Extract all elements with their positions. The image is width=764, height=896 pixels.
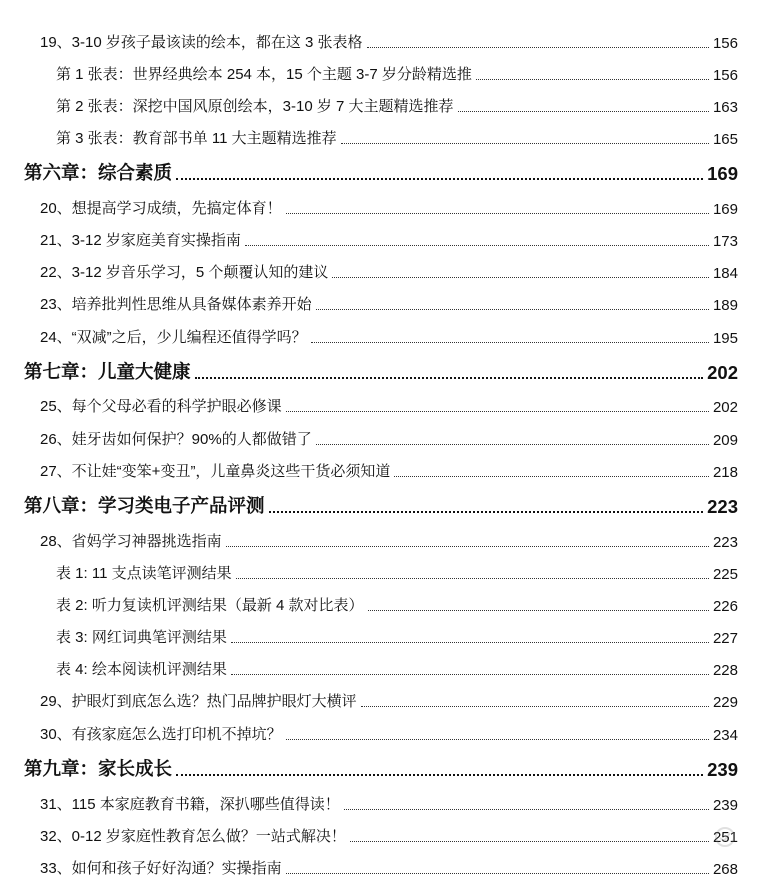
dot-leader — [226, 546, 709, 547]
toc-entry-row[interactable] — [0, 30, 764, 52]
dot-leader — [231, 674, 709, 675]
toc-entry-title: 29、护眼灯到底怎么选？热门品牌护眼灯大横评 — [40, 693, 357, 710]
toc-entry-row[interactable] — [0, 325, 764, 347]
toc-entry-title: 26、娃牙齿如何保护？90%的人都做错了 — [40, 431, 312, 448]
toc-page-number: 228 — [712, 662, 738, 679]
toc-entry-row[interactable] — [0, 856, 764, 878]
dot-leader — [332, 277, 709, 278]
toc-page-number: 223 — [712, 534, 738, 551]
toc-entry-row[interactable] — [0, 529, 764, 551]
toc-page-number: 169 — [712, 201, 738, 218]
dot-leader — [236, 578, 709, 579]
toc-page-number: 251 — [712, 829, 738, 846]
toc-page-number: 169 — [707, 163, 738, 184]
toc-entry-row[interactable] — [0, 126, 764, 148]
dot-leader — [176, 178, 703, 180]
toc-page-number: 226 — [712, 598, 738, 615]
toc-entry-row[interactable] — [0, 459, 764, 481]
toc-entry-title: 21、3-12 岁家庭美育实操指南 — [40, 232, 241, 249]
toc-entry-title: 28、省妈学习神器挑选指南 — [40, 533, 222, 550]
toc-entry-title: 表 2: 听力复读机评测结果（最新 4 款对比表） — [56, 597, 364, 614]
toc-entry-title: 第八章：学习类电子产品评测 — [24, 495, 265, 516]
toc-entry-title: 表 3: 网红词典笔评测结果 — [56, 629, 227, 646]
toc-entry-title: 表 1: 11 支点读笔评测结果 — [56, 565, 232, 582]
toc-page-number: 209 — [712, 432, 738, 449]
toc-page-number: 202 — [707, 362, 738, 383]
dot-leader — [361, 706, 709, 707]
toc-page-number: 156 — [712, 67, 738, 84]
toc-entry-title: 第六章：综合素质 — [24, 162, 173, 183]
dot-leader — [176, 774, 703, 776]
toc-entry-row[interactable] — [0, 689, 764, 711]
dot-leader — [245, 245, 709, 246]
toc-entry-title: 表 4: 绘本阅读机评测结果 — [56, 661, 227, 678]
dot-leader — [286, 213, 709, 214]
toc-page-number: 184 — [712, 265, 738, 282]
toc-chapter-row[interactable] — [0, 358, 764, 384]
dot-leader — [269, 511, 704, 513]
dot-leader — [394, 476, 709, 477]
toc-entry-title: 27、不让娃“变笨+变丑”，儿童鼻炎这些干货必须知道 — [40, 463, 391, 480]
toc-entry-title: 22、3-12 岁音乐学习，5 个颠覆认知的建议 — [40, 264, 329, 281]
dot-leader — [286, 873, 709, 874]
toc-page-number: 268 — [712, 861, 738, 878]
toc-entry-title: 30、有孩家庭怎么选打印机不掉坑？ — [40, 726, 282, 743]
toc-entry-title: 第七章：儿童大健康 — [24, 361, 191, 382]
toc-entry-row[interactable] — [0, 292, 764, 314]
toc-entry-title: 24、“双减”之后，少儿编程还值得学吗？ — [40, 329, 307, 346]
dot-leader — [231, 642, 709, 643]
toc-entry-title: 33、如何和孩子好好沟通？实操指南 — [40, 860, 282, 877]
toc-entry-title: 25、每个父母必看的科学护眼必修课 — [40, 398, 282, 415]
dot-leader — [311, 342, 709, 343]
toc-entry-title: 23、培养批判性思维从具备媒体素养开始 — [40, 296, 312, 313]
toc-page-number: 225 — [712, 566, 738, 583]
toc-entry-title: 19、3-10 岁孩子最该读的绘本，都在这 3 张表格 — [40, 34, 363, 51]
toc-page-number: 223 — [707, 496, 738, 517]
toc-entry-row[interactable] — [0, 94, 764, 116]
toc-page-number: 165 — [712, 131, 738, 148]
toc-entry-row[interactable] — [0, 722, 764, 744]
toc-page-number: 239 — [712, 797, 738, 814]
toc-chapter-row[interactable] — [0, 159, 764, 185]
toc-page-number: 218 — [712, 464, 738, 481]
toc-entry-title: 第 3 张表：教育部书单 11 大主题精选推荐 — [56, 130, 337, 147]
dot-leader — [368, 610, 709, 611]
toc-entry-title: 20、想提高学习成绩，先搞定体育！ — [40, 200, 282, 217]
toc-page-number: 195 — [712, 330, 738, 347]
toc-entry-row[interactable] — [0, 260, 764, 282]
toc-page-number: 156 — [712, 35, 738, 52]
toc-entry-row[interactable] — [0, 62, 764, 84]
dot-leader — [316, 444, 709, 445]
toc-page-number: 234 — [712, 727, 738, 744]
toc-entry-title: 32、0-12 岁家庭性教育怎么做？一站式解决！ — [40, 828, 346, 845]
toc-entry-title: 第 1 张表：世界经典绘本 254 本，15 个主题 3-7 岁分龄精选推 — [56, 66, 472, 83]
dot-leader — [316, 309, 709, 310]
toc-entry-row[interactable] — [0, 394, 764, 416]
toc-entry-row[interactable] — [0, 824, 764, 846]
toc-entry-row[interactable] — [0, 561, 764, 583]
toc-entry-row[interactable] — [0, 228, 764, 250]
toc-entry-title: 第 2 张表：深挖中国风原创绘本，3-10 岁 7 大主题精选推荐 — [56, 98, 454, 115]
toc-page-number: 189 — [712, 297, 738, 314]
toc-entry-row[interactable] — [0, 792, 764, 814]
toc-entry-row[interactable] — [0, 593, 764, 615]
dot-leader — [350, 841, 709, 842]
dot-leader — [286, 411, 709, 412]
toc-page-number: 227 — [712, 630, 738, 647]
toc-page-number: 202 — [712, 399, 738, 416]
dot-leader — [458, 111, 709, 112]
toc-page-number: 229 — [712, 694, 738, 711]
dot-leader — [476, 79, 709, 80]
toc-page-number: 163 — [712, 99, 738, 116]
dot-leader — [195, 377, 704, 379]
toc-entry-row[interactable] — [0, 427, 764, 449]
toc-page-number: 239 — [707, 759, 738, 780]
dot-leader — [286, 739, 709, 740]
toc-chapter-row[interactable] — [0, 492, 764, 518]
dot-leader — [367, 47, 709, 48]
watermark-icon — [714, 826, 736, 848]
toc-entry-row[interactable] — [0, 657, 764, 679]
dot-leader — [344, 809, 709, 810]
toc-entry-title: 31、115 本家庭教育书籍，深扒哪些值得读！ — [40, 796, 340, 813]
toc-entry-title: 第九章：家长成长 — [24, 758, 173, 779]
dot-leader — [341, 143, 709, 144]
toc-page-number: 173 — [712, 233, 738, 250]
toc-entry-row[interactable] — [0, 625, 764, 647]
toc-chapter-row[interactable] — [0, 755, 764, 781]
toc-entry-row[interactable] — [0, 196, 764, 218]
